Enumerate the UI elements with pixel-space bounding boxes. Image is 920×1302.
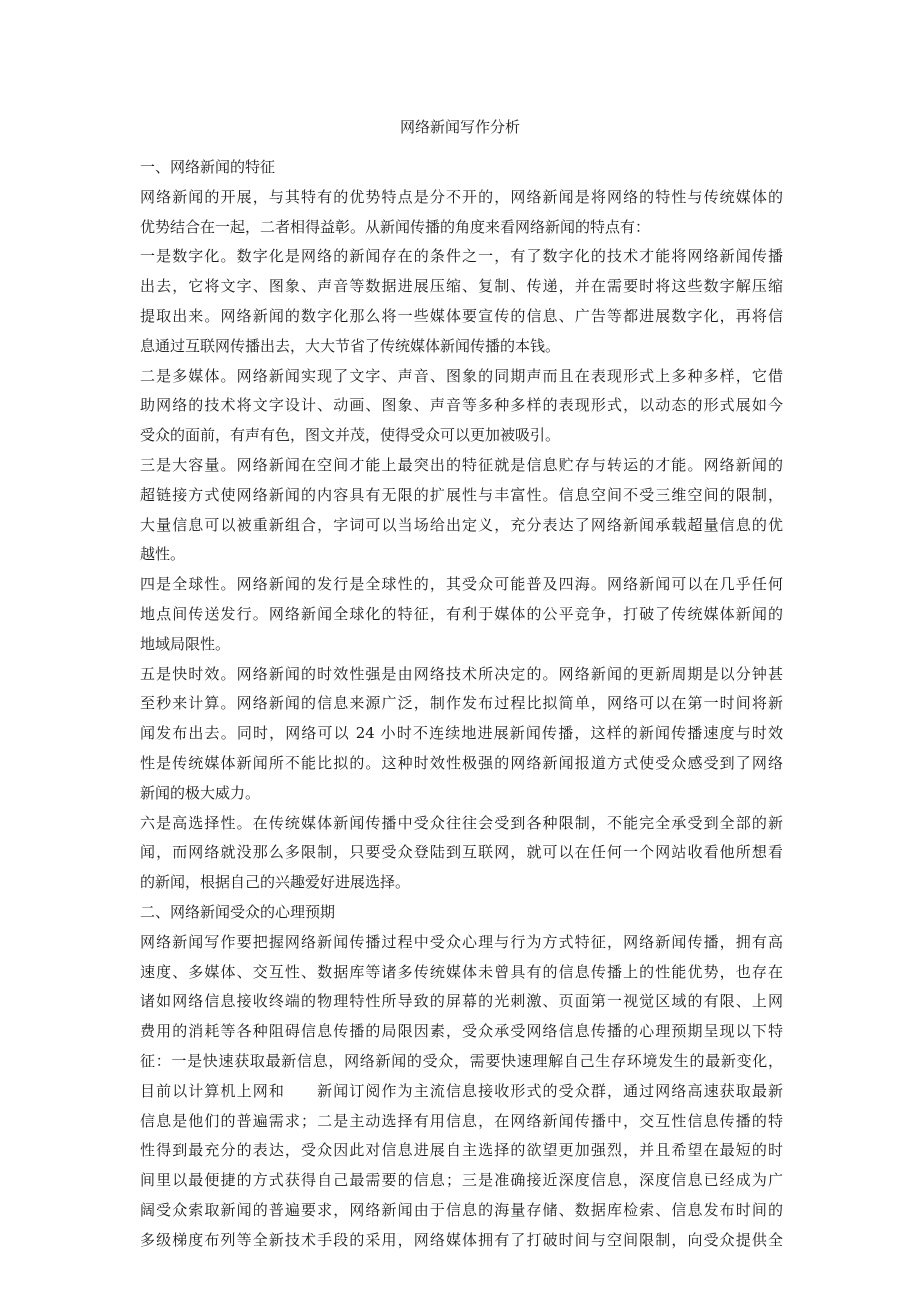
text-line: 闻，而网络就没那么多限制，只要受众登陆到互联网，就可以在任何一个网站收看他所想看	[140, 843, 783, 862]
text-line: 目前以计算机上网和 新闻订阅作为主流信息接收形式的受众群，通过网络高速获取最新	[140, 1081, 783, 1100]
text-line: 诸如网络信息接收终端的物理特性所导致的屏幕的光刺激、页面第一视觉区域的有限、上网	[140, 992, 783, 1011]
text-line: 超链接方式使网络新闻的内容具有无限的扩展性与丰富性。信息空间不受三维空间的限制，	[140, 485, 783, 504]
text-line: 地点间传送发行。网络新闻全球化的特征，有利于媒体的公平竞争，打破了传统媒体新闻的	[140, 604, 783, 623]
text-line: 费用的消耗等各种阻碍信息传播的局限因素，受众承受网络信息传播的心理预期呈现以下特	[140, 1022, 783, 1041]
text-line: 网络新闻写作要把握网络新闻传播过程中受众心理与行为方式特征，网络新闻传播，拥有高	[140, 932, 783, 951]
text-line: 网络新闻的开展，与其特有的优势特点是分不开的，网络新闻是将网络的特性与传统媒体的	[140, 187, 783, 206]
text-line: 出去，它将文字、图象、声音等数据进展压缩、复制、传递，并在需要时将这些数字解压缩	[140, 277, 783, 296]
text-line: 六是高选择性。在传统媒体新闻传播中受众往往会受到各种限制，不能完全承受到全部的新	[140, 813, 783, 832]
text-line: 至秒来计算。网络新闻的信息来源广泛，制作发布过程比拟简单，网络可以在第一时间将新	[140, 694, 783, 713]
text-line: 一是数字化。数字化是网络的新闻存在的条件之一，有了数字化的技术才能将网络新闻传播	[140, 247, 783, 266]
text-line: 优势结合在一起，二者相得益彰。从新闻传播的角度来看网络新闻的特点有：	[140, 217, 651, 236]
text-line: 五是快时效。网络新闻的时效性强是由网络技术所决定的。网络新闻的更新周期是以分钟甚	[140, 664, 783, 683]
section-heading: 一、网络新闻的特征	[140, 158, 276, 176]
text-line: 性是传统媒体新闻所不能比拟的。这种时效性极强的网络新闻报道方式使受众感受到了网络	[140, 753, 783, 772]
text-line: 闻发布出去。同时，网络可以 24 小时不连续地进展新闻传播，这样的新闻传播速度与时效	[140, 724, 783, 743]
text-line: 四是全球性。网络新闻的发行是全球性的，其受众可能普及四海。网络新闻可以在几乎任何	[140, 575, 783, 594]
text-line: 越性。	[140, 545, 186, 564]
text-line: 性得到最充分的表达，受众因此对信息进展自主选择的欲望更加强烈，并且希望在最短的时	[140, 1141, 783, 1160]
text-line: 息通过互联网传播出去，大大节省了传统媒体新闻传播的本钱。	[140, 336, 561, 355]
document-body	[140, 153, 783, 1255]
text-line: 助网络的技术将文字设计、动画、图象、声音等多种多样的表现形式，以动态的形式展如今	[140, 396, 783, 415]
text-line: 三是大容量。网络新闻在空间才能上最突出的特征就是信息贮存与转运的才能。网络新闻的	[140, 455, 783, 474]
text-line: 地域局限性。	[140, 634, 231, 653]
document-title: 网络新闻写作分析	[399, 118, 520, 136]
text-line: 多级梯度布列等全新技术手段的采用，网络媒体拥有了打破时间与空间限制，向受众提供全	[140, 1230, 783, 1249]
text-line: 速度、多媒体、交互性、数据库等诸多传统媒体未曾具有的信息传播上的性能优势，也存在	[140, 962, 783, 981]
text-line: 征：一是快速获取最新信息，网络新闻的受众，需要快速理解自己生存环境发生的最新变化，	[140, 1051, 783, 1070]
text-line: 的新闻，根据自己的兴趣爱好进展选择。	[140, 873, 411, 892]
text-line: 二是多媒体。网络新闻实现了文字、声音、图象的同期声而且在表现形式上多种多样，它借	[140, 366, 783, 385]
text-line: 阔受众索取新闻的普遍要求，网络新闻由于信息的海量存储、数据库检索、信息发布时间的	[140, 1200, 783, 1219]
text-line: 受众的面前，有声有色，图文并茂，使得受众可以更加被吸引。	[140, 426, 561, 445]
text-line: 提取出来。网络新闻的数字化那么将一些媒体要宣传的信息、广告等都进展数字化，再将信	[140, 306, 783, 325]
text-line: 间里以最便捷的方式获得自己最需要的信息；三是准确接近深度信息，深度信息已经成为广	[140, 1171, 783, 1190]
text-line: 大量信息可以被重新组合，字词可以当场给出定义，充分表达了网络新闻承载超量信息的优	[140, 515, 783, 534]
section-heading: 二、网络新闻受众的心理预期	[140, 902, 336, 921]
text-line: 新闻的极大威力。	[140, 783, 261, 802]
text-line: 信息是他们的普遍需求；二是主动选择有用信息，在网络新闻传播中，交互性信息传播的特	[140, 1111, 783, 1130]
